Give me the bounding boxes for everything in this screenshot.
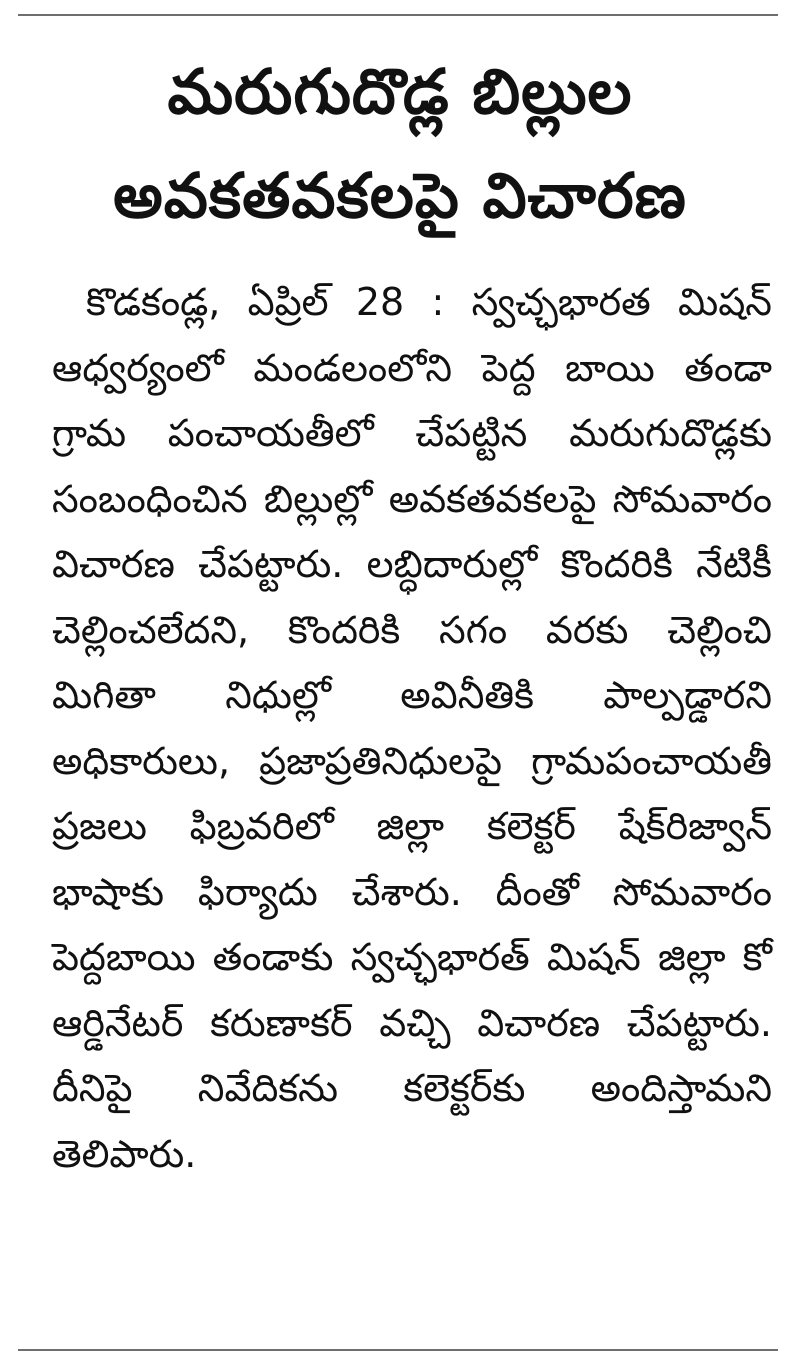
headline-line-1: మరుగుదొడ్ల బిల్లుల — [167, 55, 633, 128]
headline — [20, 40, 780, 248]
bottom-divider — [18, 1349, 778, 1351]
headline-line-2: అవకతవకలపై విచారణ — [113, 159, 687, 232]
article-body: కొడకండ్ల, ఏప్రిల్ 28 : స్వచ్ఛభారత మిషన్ ఆధ్వర్యంలో మండలంలోని పెద్ద బాయి తండా గ్రామ పంచాయతీలో చేపట్టిన మరుగుదొడ్లకు సంబంధించిన బిల్లుల్లో అవకతవకలపై సోమవారం విచారణ చేపట్టారు. లబ్ధిదారుల్లో కొందరికి నేటికీ చెల్లించలేదని, కొందరికి సగం వరకు చెల్లించి మిగితా నిధుల్లో అవినీతికి పాల్పడ్డారని అధికారులు, ప్రజాప్రతినిధులపై గ్రామపంచాయతీ ప్రజలు ఫిబ్రవరిలో జిల్లా కలెక్టర్ షేక్‌రిజ్వాన్ భాషాకు ఫిర్యాదు చేశారు. దీంతో సోమవారం పెద్దబాయి తండాకు స్వచ్ఛభారత్ మిషన్ జిల్లా కో ఆర్డినేటర్ కరుణాకర్ వచ్చి విచారణ చేపట్టారు. దీనిపై నివేదికను కలెక్టర్‌కు అందిస్తామని తెలిపారు. — [52, 280, 772, 1176]
top-divider — [18, 14, 778, 16]
